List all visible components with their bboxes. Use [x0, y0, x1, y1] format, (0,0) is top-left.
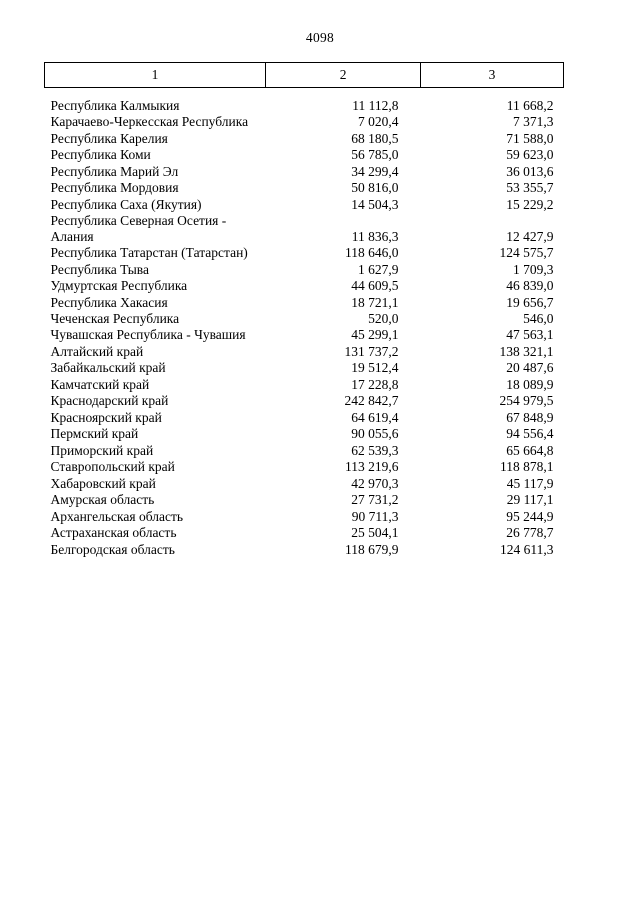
row-value-col2: 118 679,9 [345, 541, 399, 557]
table-row [45, 164, 564, 180]
row-value-col2: 34 299,4 [351, 163, 399, 179]
table-row [45, 476, 564, 492]
table-row [45, 213, 564, 245]
row-label: Республика Карелия [50, 130, 168, 146]
row-value-col2: 42 970,3 [351, 475, 399, 491]
row-label: Астраханская область [50, 525, 177, 541]
table-row [45, 344, 564, 360]
row-value-col3: 29 117,1 [506, 492, 554, 508]
row-label: Приморский край [50, 442, 154, 458]
table-row [45, 525, 564, 541]
row-value-col2: 11 836,3 [351, 228, 399, 244]
table-row [45, 262, 564, 278]
column-header-2: 2 [266, 63, 421, 88]
row-value-col3: 46 839,0 [506, 278, 554, 294]
row-value-col2: 131 737,2 [344, 343, 399, 359]
row-value-col2: 56 785,0 [351, 147, 399, 163]
row-value-col3: 65 664,8 [506, 442, 554, 458]
table-header-row [45, 63, 564, 88]
row-label: Республика Марий Эл [50, 163, 179, 179]
row-value-col2: 14 504,3 [351, 196, 399, 212]
table-row [45, 377, 564, 393]
table-row [45, 426, 564, 442]
row-value-col3: 36 013,6 [506, 163, 554, 179]
spacer-cell-1 [45, 88, 266, 99]
row-value-col2: 25 504,1 [351, 525, 399, 541]
table-row [45, 197, 564, 213]
row-value-col3: 45 117,9 [506, 475, 554, 491]
row-label: Забайкальский край [50, 360, 166, 376]
row-value-col2: 44 609,5 [351, 278, 399, 294]
table-row [45, 147, 564, 163]
row-value-col3: 95 244,9 [506, 508, 554, 524]
row-value-col3: 546,0 [523, 311, 554, 326]
row-label: Хабаровский край [50, 475, 156, 491]
table-row [45, 98, 564, 114]
table-row [45, 114, 564, 130]
row-label: Краснодарский край [50, 393, 169, 409]
row-label: Ставропольский край [50, 459, 175, 475]
table-row [45, 278, 564, 294]
row-value-col3: 7 371,3 [513, 114, 554, 130]
data-table [44, 62, 564, 558]
spacer-cell-2 [266, 88, 421, 99]
table-row [45, 245, 564, 261]
page-number: 4098 [305, 30, 335, 45]
table-row [45, 492, 564, 508]
row-value-col3: 12 427,9 [506, 228, 554, 244]
row-value-col3: 124 575,7 [499, 245, 554, 261]
table-row [45, 393, 564, 409]
row-value-col2: 90 711,3 [351, 508, 399, 524]
table-row [45, 295, 564, 311]
row-value-col2: 45 299,1 [351, 327, 399, 343]
row-label: Архангельская область [50, 508, 184, 524]
row-label: Республика Калмыкия [50, 98, 180, 113]
row-label: Республика Тыва [50, 261, 149, 277]
table-row [45, 509, 564, 525]
row-value-col3: 71 588,0 [506, 130, 554, 146]
row-label: Республика Татарстан (Татарстан) [50, 245, 248, 261]
row-label: Камчатский край [50, 376, 150, 392]
row-value-col3: 20 487,6 [506, 360, 554, 376]
row-value-col2: 50 816,0 [351, 180, 399, 196]
row-value-col3: 138 321,1 [499, 343, 554, 359]
row-label: Удмуртская Республика [50, 278, 188, 294]
table-body [45, 63, 564, 559]
row-value-col2: 242 842,7 [344, 393, 399, 409]
row-value-col3: 254 979,5 [499, 393, 554, 409]
table-row [45, 131, 564, 147]
row-value-col3: 59 623,0 [506, 147, 554, 163]
row-value-col2: 520,0 [368, 311, 399, 326]
row-value-col2: 11 112,8 [352, 98, 399, 113]
table-row [45, 542, 564, 558]
row-value-col3: 47 563,1 [506, 327, 554, 343]
row-label: Пермский край [50, 426, 139, 442]
row-value-col3: 11 668,2 [506, 98, 554, 113]
row-label: Республика Коми [50, 147, 151, 163]
row-value-col3: 18 089,9 [506, 376, 554, 392]
row-value-col2: 27 731,2 [351, 492, 399, 508]
row-value-col2: 118 646,0 [345, 245, 399, 261]
row-value-col3: 15 229,2 [506, 196, 554, 212]
row-label: Республика Северная Осетия - Алания [50, 213, 227, 245]
spacer-cell-3 [421, 88, 564, 99]
row-value-col2: 62 539,3 [351, 442, 399, 458]
row-label: Карачаево-Черкесская Республика [50, 114, 249, 130]
row-label: Чувашская Республика - Чувашия [50, 327, 246, 343]
column-header-1: 1 [45, 63, 266, 88]
row-value-col2: 17 228,8 [351, 376, 399, 392]
table-row [45, 327, 564, 343]
row-value-col3: 53 355,7 [506, 180, 554, 196]
column-header-3: 3 [421, 63, 564, 88]
row-value-col3: 124 611,3 [500, 541, 554, 557]
table-row [45, 360, 564, 376]
table-row [45, 410, 564, 426]
row-value-col2: 19 512,4 [351, 360, 399, 376]
row-label: Республика Мордовия [50, 180, 179, 196]
table-spacer-row [45, 88, 564, 99]
table-row [45, 443, 564, 459]
row-value-col2: 64 619,4 [351, 409, 399, 425]
row-value-col3: 118 878,1 [500, 459, 554, 475]
row-value-col3: 1 709,3 [513, 261, 554, 277]
row-label: Красноярский край [50, 409, 162, 425]
row-value-col2: 1 627,9 [358, 261, 399, 277]
row-label: Амурская область [50, 492, 155, 508]
row-label: Республика Саха (Якутия) [50, 196, 202, 212]
row-value-col2: 113 219,6 [345, 459, 399, 475]
row-label: Чеченская Республика [50, 311, 180, 326]
data-table-container [44, 62, 564, 558]
table-row [45, 180, 564, 196]
row-value-col3: 94 556,4 [506, 426, 554, 442]
table-row [45, 311, 564, 327]
row-value-col3: 26 778,7 [506, 525, 554, 541]
row-value-col2: 68 180,5 [351, 130, 399, 146]
row-value-col2: 7 020,4 [358, 114, 399, 130]
row-label: Белгородская область [50, 541, 175, 557]
row-label: Алтайский край [50, 343, 144, 359]
row-label: Республика Хакасия [50, 294, 168, 310]
row-value-col3: 19 656,7 [506, 294, 554, 310]
table-row [45, 459, 564, 475]
row-value-col2: 90 055,6 [351, 426, 399, 442]
row-value-col2: 18 721,1 [351, 294, 399, 310]
row-value-col3: 67 848,9 [506, 409, 554, 425]
